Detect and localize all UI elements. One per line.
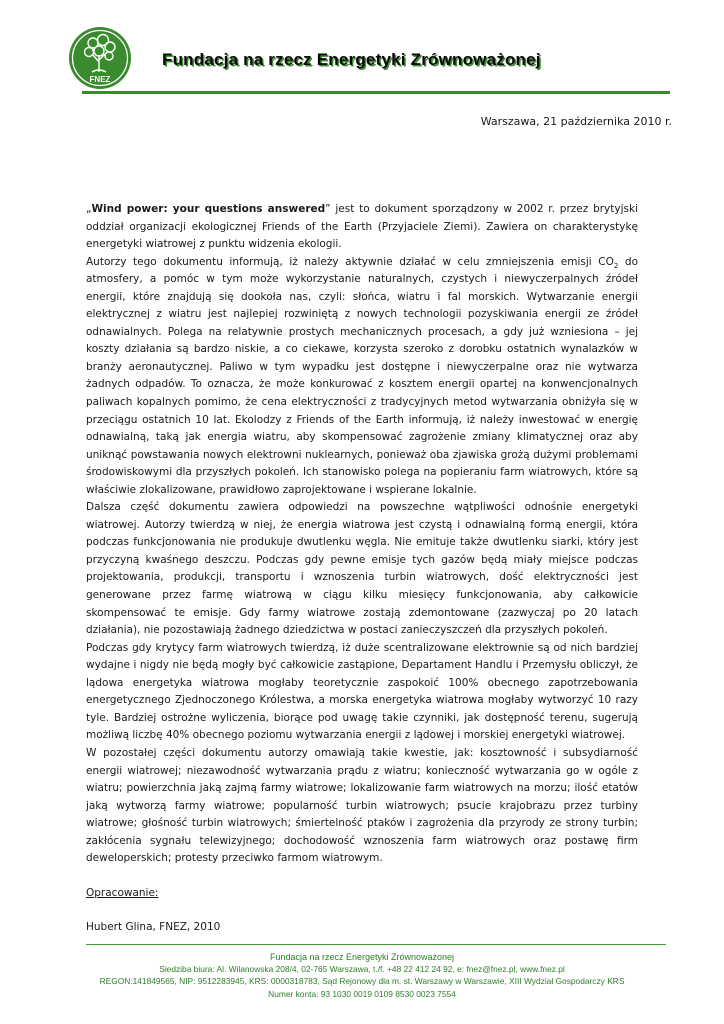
- prepared-by-line: [86, 885, 638, 903]
- paragraph-intro: [86, 201, 638, 254]
- footer-address: Siedziba biura: Al. Wilanowska 208/4, 02-765 Warszawa, t./f. +48 22 412 24 92, e: fnez@fnez.pl, www.fnez.pl: [159, 964, 565, 975]
- signature: Hubert Glina, FNEZ, 2010: [86, 921, 221, 934]
- prepared-by-label: Opracowanie:: [86, 886, 159, 899]
- document-body: [86, 201, 638, 937]
- header-divider: [82, 91, 670, 94]
- co2-subscript: 2: [613, 261, 619, 270]
- fnez-tree-logo: [68, 26, 132, 90]
- paragraph-emissions-rest: do atmosfery, a pomóc w tym może wykorzystanie naturalnych, czystych i niewyczerpalnych źródeł energii, które znajdują się dookoła nas, czyli: słońca, wiatru i fal morskich. Wytwarzanie energii elektrycznej z wiatru jest najlepiej rozwiniętą z nowych technologii pozyskiwania energii ze źródeł odnawialnych. Polega na relatywnie prostych mechanicznych procesach, a gdy już wzniesiona – jej koszty działania są bardzo niskie, a co ciekawe, korzysta szeroko z dorobku ostatnich wynalazków w branży aeronautycznej. Paliwo w tym wypadku jest dostępne i niewyczerpalne oraz nie wytwarza żadnych odpadów. To oznacza, że może konkurować z kosztem energii opartej na konwencjonalnych paliwach kopalnych pomimo, że cena elektryczności z tradycyjnych metod wytwarzania obniżyła się w przeciągu ostatnich 10 lat. Ekolodzy z Friends of the Earth informują, iż należy inwestować w energię odnawialną, taką jak energia wiatru, aby skompensować zagrożenie zmiany klimatycznej oraz aby uniknąć powstawania nowych elektrowni nuklearnych, ponieważ oba zjawiska grożą dużymi problemami środowiskowymi dla przyszłych pokoleń. Ich stanowisko polega na popieraniu farm wiatrowych, które są właściwie zlokalizowane, prawidłowo zaprojektowane i wspierane lokalnie.: [86, 255, 638, 496]
- footer: [40, 951, 684, 1000]
- paragraph-clean-energy: Dalsza część dokumentu zawiera odpowiedzi na powszechne wątpliwości odnośnie energetyki wiatrowej. Autorzy twierdzą w niej, że energia wiatrowa jest czystą i odnawialną formą energii, która podczas funkcjonowania nie produkuje dwutlenku węgla. Nie emituje także dwutlenku siarki, który jest przyczyną kwaśnego deszczu. Podczas gdy pewne emisje tych gazów będą miały miejsce podczas projektowania, produkcji, transportu i wznoszenia turbin wiatrowych, dość elektryczności jest generowane przez farmę wiatrową w ciągu kilku miesięcy funkcjonowania, aby całkowicie skompensować te emisje. Gdy farmy wiatrowe zostają zdemontowane (zazwyczaj po 20 latach działania), nie pozostawiają żadnego dziedzictwa w postaci zanieczyszczeń dla przyszłych pokoleń.: [86, 501, 638, 637]
- date-line: Warszawa, 21 października 2010 r.: [480, 115, 672, 128]
- footer-account: Numer konta: 93 1030 0019 0109 8530 0023 7554: [268, 988, 456, 999]
- paragraph-intro-text: ” jest to dokument sporządzony w 2002 r. przez brytyjski oddział organizacji ekologicznej Friends of the Earth (Przyjaciele Ziemi). Zawiera on charakterystykę energetyki wiatrowej z punktu widzenia ekologii.: [86, 203, 638, 251]
- logo-text: FNEZ: [89, 75, 111, 84]
- paragraph-capacity: Podczas gdy krytycy farm wiatrowych twierdzą, iż duże scentralizowane elektrownie są od nich bardziej wydajne i nigdy nie będą mogły być całkowicie zastąpione, Departament Handlu i Przemysłu obliczył, że lądowa energetyka wiatrowa mogłaby teoretycznie zaspokoić 100% obecnego zapotrzebowania energetycznego Zjednoczonego Królestwa, a morska energetyka wiatrowa mogłaby wytworzyć 10 razy tyle. Bardziej ostrożne wyliczenia, biorące pod uwagę takie czynniki, jak dostępność terenu, sugerują możliwą liczbę 40% obecnego poziomu wytwarzania energii z lądowej i morskiej energetyki wiatrowej.: [86, 641, 638, 742]
- footer-registry: REGON:141849565, NIP: 9512283945, KRS: 0000318783, Sąd Rejonowy dla m. st. Warszawy w Warszawie, XIII Wydział Gospodarczy KRS: [99, 976, 625, 987]
- document-title: Wind power: your questions answered: [91, 203, 326, 215]
- letterhead: [0, 0, 724, 100]
- open-quote: „: [86, 203, 92, 215]
- paragraph-emissions-start: Autorzy tego dokumentu informują, iż należy aktywnie działać w celu zmniejszenia emisji CO: [86, 255, 614, 268]
- paragraph-other-issues: W pozostałej części dokumentu autorzy omawiają takie kwestie, jak: kosztowność i subsydiarność energii wiatrowej; niezawodność wytwarzania prądu z wiatru; konieczność wytwarzania go w ogóle z wiatru; powierzchnia jaką zajmą farmy wiatrowe; lokalizowanie farm wiatrowych na morzu; ilość etatów jaką wytworzą farmy wiatrowe; popularność turbin wiatrowych; psucie krajobrazu przez turbiny wiatrowe; głośność turbin wiatrowych; śmiertelność ptaków i zagrożenia dla przyrody ze strony turbin; zakłócenia sygnału telewizyjnego; dochodowość wznoszenia farm wiatrowych oraz postawę firm deweloperskich; protesty przeciwko farmom wiatrowym.: [86, 746, 638, 865]
- organization-title: Fundacja na rzecz Energetyki Zrównoważonej: [162, 50, 541, 69]
- paragraph-emissions: [86, 254, 638, 500]
- footer-divider: [86, 944, 666, 945]
- footer-org-name: Fundacja na rzecz Energetyki Zrównoważonej: [269, 952, 455, 962]
